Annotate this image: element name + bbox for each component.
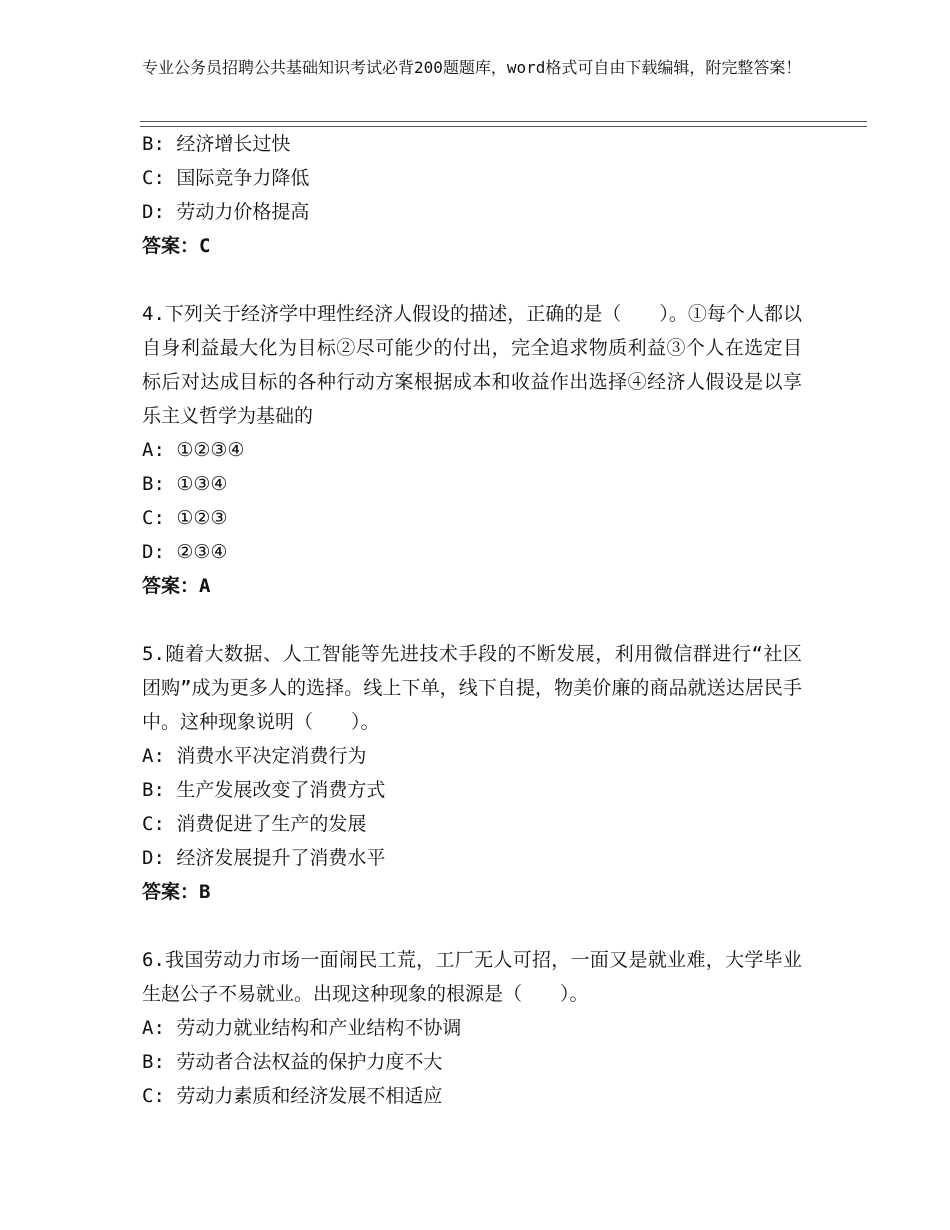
- question-3-tail: [142, 127, 802, 263]
- option-a: A: 消费水平决定消费行为: [142, 745, 367, 767]
- answer-label: 答案：C: [142, 235, 211, 257]
- question-text: 5.随着大数据、人工智能等先进技术手段的不断发展，利用微信群进行“社区团购”成为更多人的选择。线上下单，线下自提，物美价廉的商品就送达居民手中。这种现象说明（ ）。: [142, 643, 802, 733]
- question-content: [142, 127, 802, 1113]
- option-d: D: 经济发展提升了消费水平: [142, 847, 386, 869]
- option-b: B: 生产发展改变了消费方式: [142, 779, 386, 801]
- option-c: C: 消费促进了生产的发展: [142, 813, 367, 835]
- option-c: C: ①②③: [142, 507, 228, 529]
- question-text: 4.下列关于经济学中理性经济人假设的描述，正确的是（ ）。①每个人都以自身利益最大化为目标②尽可能少的付出，完全追求物质利益③个人在选定目标后对达成目标的各种行动方案根据成本和收益作出选择④经济人假设是以享乐主义哲学为基础的: [142, 303, 802, 427]
- option-d: D: 劳动力价格提高: [142, 201, 310, 223]
- option-a: A: ①②③④: [142, 439, 245, 461]
- option-b: B: ①③④: [142, 473, 228, 495]
- answer-label: 答案：A: [142, 575, 211, 597]
- page-header: 专业公务员招聘公共基础知识考试必背200题题库，word格式可自由下载编辑，附完整答案！: [142, 58, 802, 77]
- option-d: D: ②③④: [142, 541, 228, 563]
- option-b: B: 劳动者合法权益的保护力度不大: [142, 1051, 443, 1073]
- question-6: [142, 943, 802, 1113]
- option-c: C: 国际竞争力降低: [142, 167, 310, 189]
- option-b: B: 经济增长过快: [142, 133, 291, 155]
- option-a: A: 劳动力就业结构和产业结构不协调: [142, 1017, 462, 1039]
- question-text: 6.我国劳动力市场一面闹民工荒，工厂无人可招，一面又是就业难，大学毕业生赵公子不易就业。出现这种现象的根源是（ ）。: [142, 949, 802, 1005]
- question-4: [142, 297, 802, 603]
- answer-label: 答案：B: [142, 881, 211, 903]
- option-c: C: 劳动力素质和经济发展不相适应: [142, 1085, 443, 1107]
- question-5: [142, 637, 802, 909]
